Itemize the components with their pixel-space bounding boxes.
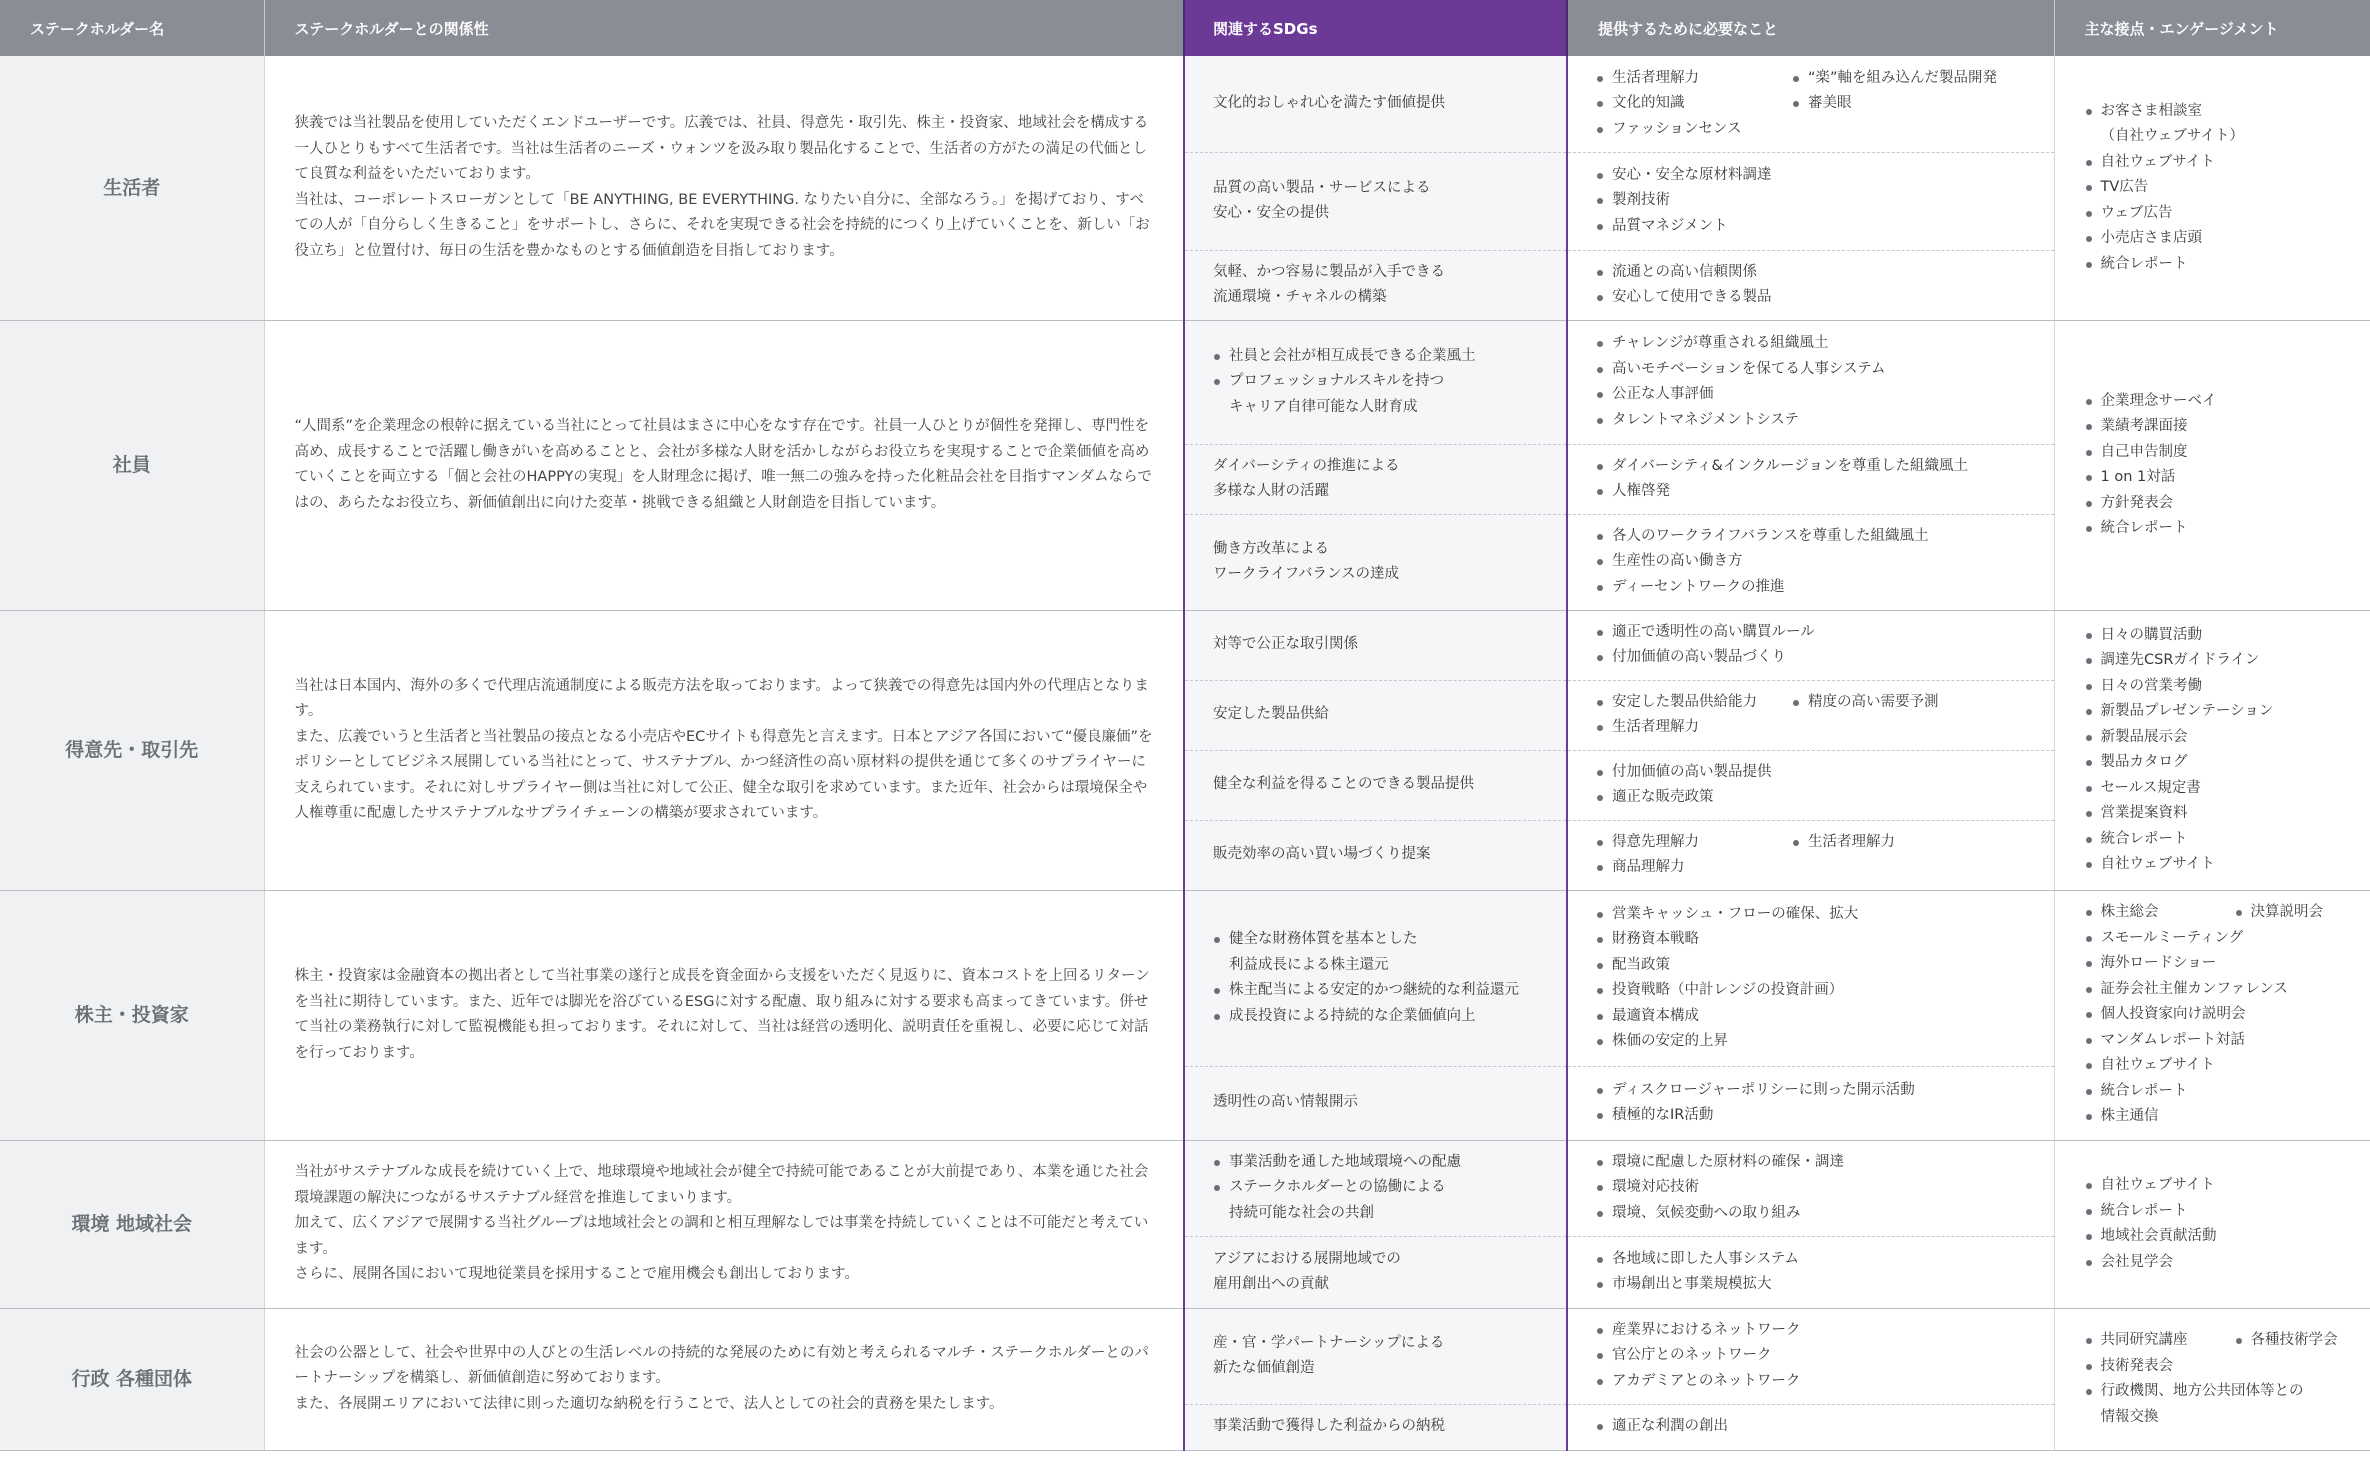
relation-cell: [264, 1308, 1184, 1450]
list-item: 統合レポート: [2085, 516, 2363, 542]
list-item: 株主通信: [2085, 1104, 2363, 1130]
needs-list: [1596, 760, 2044, 811]
list-item: 製剤技術: [1596, 188, 2044, 214]
list-item: 自社ウェブサイト: [2085, 1173, 2363, 1199]
sdg-cell: [1184, 890, 1567, 1066]
list-item: ディスクロージャーポリシーに則った開示活動: [1596, 1078, 2044, 1104]
list-item: ディーセントワークの推進: [1596, 575, 2044, 601]
list-item: 適正な利潤の創出: [1596, 1414, 2044, 1440]
engagement-list: [2085, 389, 2363, 542]
list-item: 各人のワークライフバランスを尊重した組織風土: [1596, 524, 2044, 550]
sdg-cell: [1184, 1308, 1567, 1404]
list-item: 生産性の高い働き方: [1596, 549, 2044, 575]
engagement-cell: [2054, 1308, 2370, 1450]
engagement-list: [2085, 1328, 2363, 1430]
list-item: 環境に配慮した原材料の確保・調達: [1596, 1150, 2044, 1176]
needs-list: [1596, 331, 2044, 433]
list-item: 健全な財務体質を基本とした 利益成長による株主還元: [1213, 927, 1542, 978]
list-item: 行政機関、地方公共団体等との 情報交換: [2085, 1379, 2363, 1430]
list-item: 証券会社主催カンファレンス: [2085, 977, 2363, 1003]
list-item: 社員と会社が相互成長できる企業風土: [1213, 344, 1542, 370]
engagement-list: [2085, 1173, 2363, 1275]
list-item: 積極的なIR活動: [1596, 1103, 2044, 1129]
relation-cell: [264, 320, 1184, 610]
list-item: 安定した製品供給能力: [1596, 690, 1792, 716]
list-item: セールス規定書: [2085, 776, 2363, 802]
list-item: 得意先理解力: [1596, 830, 1792, 856]
list-item: 官公庁とのネットワーク: [1596, 1343, 2044, 1369]
list-item: 自社ウェブサイト: [2085, 1053, 2363, 1079]
needs-cell: [1567, 750, 2054, 820]
engagement-cell: [2054, 610, 2370, 890]
list-item: 製品カタログ: [2085, 750, 2363, 776]
list-item: 企業理念サーベイ: [2085, 389, 2363, 415]
needs-cell: [1567, 1404, 2054, 1450]
list-item: 新製品プレゼンテーション: [2085, 699, 2363, 725]
needs-list: [1596, 260, 2044, 311]
sdg-text: ダイバーシティの推進による 多様な人財の活躍: [1213, 457, 1400, 499]
list-item: 新製品展示会: [2085, 725, 2363, 751]
stakeholder-name: 得意先・取引先: [0, 610, 264, 890]
list-item: ウェブ広告: [2085, 201, 2363, 227]
needs-cell: [1567, 890, 2054, 1066]
list-item: 文化的知識: [1596, 91, 1792, 117]
needs-cell: [1567, 610, 2054, 680]
list-item: プロフェッショナルスキルを持つ キャリア自律可能な人財育成: [1213, 369, 1542, 420]
list-item: 審美眼: [1792, 91, 2044, 117]
table-body: [0, 56, 2370, 1450]
engagement-cell: [2054, 890, 2370, 1140]
needs-list: [1596, 902, 2044, 1055]
sdg-text: 産・官・学パートナーシップによる 新たな価値創造: [1213, 1334, 1445, 1376]
list-item: TV広告: [2085, 175, 2363, 201]
sdg-list: [1213, 1150, 1542, 1227]
needs-cell: [1567, 514, 2054, 610]
relation-text: 株主・投資家は金融資本の拠出者として当社事業の遂行と成長を資金面から支援をいただく見返りに、資本コストを上回るリターンを当社に期待しています。また、近年では脚光を浴びているESGに対する配慮、取り組みに対する要求も高まってきています。併せて当社の業務執行に対して監視機能も担っております。それに対して、当社は経営の透明化、説明責任を重視し、必要に応じて対話を行っております。: [294, 968, 1150, 1061]
stakeholder-name: 社員: [0, 320, 264, 610]
relation-text: 当社は日本国内、海外の多くで代理店流通制度による販売方法を取っております。よって狭義での得意先は国内外の代理店となります。 また、広義でいうと生活者と当社製品の接点となる小売店やECサイトも得意先と言えます。日本とアジア各国において“優良廉価”をポリシーとしてビジネス展開している当社にとって、サステナブル、かつ経済性の高い原材料の提供を通じて多くのサプライヤーに支えられています。それに対しサプライヤー側は当社に対して公正、健全な取引を求めています。また近年、社会からは環境保全や人権尊重に配慮したサステナブルなサプライチェーンの構築が要求されています。: [294, 677, 1153, 821]
needs-list: [1596, 163, 2044, 240]
list-item: 決算説明会: [2235, 900, 2363, 926]
relation-text: 社会の公器として、社会や世界中の人びとの生活レベルの持続的な発展のために有効と考えられるマルチ・ステークホルダーとのパートナーシップを構築し、新価値創造に努めております。 また、各展開エリアにおいて法律に則った適切な納税を行うことで、法人としての社会的責務を果たします。: [294, 1344, 1149, 1412]
engagement-cell: [2054, 320, 2370, 610]
list-item: 成長投資による持続的な企業価値向上: [1213, 1004, 1542, 1030]
needs-cell: [1567, 56, 2054, 152]
sdg-text: 品質の高い製品・サービスによる 安心・安全の提供: [1213, 179, 1431, 221]
engagement-list: [2085, 623, 2363, 878]
table-row: [0, 56, 2370, 152]
sdg-cell: [1184, 1236, 1567, 1308]
sdg-cell: [1184, 680, 1567, 750]
list-item: ファッションセンス: [1596, 117, 1792, 143]
list-item: 事業活動を通した地域環境への配慮: [1213, 1150, 1542, 1176]
sdg-list: [1213, 344, 1542, 421]
needs-list: [1596, 1247, 2044, 1298]
needs-cell: [1567, 444, 2054, 514]
list-item: アカデミアとのネットワーク: [1596, 1369, 2044, 1395]
sdg-cell: [1184, 610, 1567, 680]
list-item: 共同研究講座: [2085, 1328, 2235, 1354]
list-item: 適正な販売政策: [1596, 785, 2044, 811]
needs-list: [1596, 1150, 2044, 1227]
list-item: 付加価値の高い製品提供: [1596, 760, 2044, 786]
header-relation: ステークホルダーとの関係性: [264, 0, 1184, 56]
list-item: お客さま相談室 （自社ウェブサイト）: [2085, 99, 2363, 150]
sdg-text: アジアにおける展開地域での 雇用創出への貢献: [1213, 1250, 1401, 1292]
relation-cell: [264, 890, 1184, 1140]
table-row: [0, 610, 2370, 680]
list-item: 営業提案資料: [2085, 801, 2363, 827]
engagement-list: [2085, 900, 2363, 1130]
relation-cell: [264, 1140, 1184, 1308]
needs-cell: [1567, 250, 2054, 320]
header-needs: 提供するために必要なこと: [1567, 0, 2054, 56]
list-item: 株主配当による安定的かつ継続的な利益還元: [1213, 978, 1542, 1004]
list-item: 生活者理解力: [1596, 715, 1792, 741]
list-item: スモールミーティング: [2085, 926, 2363, 952]
sdg-text: 安定した製品供給: [1213, 706, 1329, 723]
list-item: 財務資本戦略: [1596, 927, 2044, 953]
list-item: 日々の営業考働: [2085, 674, 2363, 700]
stakeholder-name: 株主・投資家: [0, 890, 264, 1140]
list-item: 業績考課面接: [2085, 414, 2363, 440]
list-item: ダイバーシティ&インクルージョンを尊重した組織風土: [1596, 454, 2044, 480]
header-name: ステークホルダー名: [0, 0, 264, 56]
list-item: 調達先CSRガイドライン: [2085, 648, 2363, 674]
list-item: 日々の購買活動: [2085, 623, 2363, 649]
relation-text: “人間系”を企業理念の根幹に据えている当社にとって社員はまさに中心をなす存在です。社員一人ひとりが個性を発揮し、専門性を高め、成長することで活躍し働きがいを高めることと、会社が多様な人財を活かしながらお役立ちを実現することで企業価値を高めていくことを両立する「個と会社のHAPPYの実現」を人財理念に掲げ、唯一無二の強みを持った化粧品会社を目指すマンダムならではの、あらたなお役立ち、新価値創出に向けた変革・挑戦できる組織と人財創造を目指しています。: [294, 418, 1153, 511]
needs-cell: [1567, 152, 2054, 250]
sdg-text: 健全な利益を得ることのできる製品提供: [1213, 776, 1474, 793]
needs-list: [1596, 66, 2044, 143]
list-item: 環境対応技術: [1596, 1175, 2044, 1201]
needs-list: [1596, 1078, 2044, 1129]
sdg-cell: [1184, 56, 1567, 152]
list-item: 安心して使用できる製品: [1596, 285, 2044, 311]
needs-cell: [1567, 1236, 2054, 1308]
sdg-cell: [1184, 1140, 1567, 1236]
list-item: 個人投資家向け説明会: [2085, 1002, 2363, 1028]
sdg-cell: [1184, 1404, 1567, 1450]
list-item: 公正な人事評価: [1596, 382, 2044, 408]
list-item: 自己申告制度: [2085, 440, 2363, 466]
needs-cell: [1567, 680, 2054, 750]
list-item: 適正で透明性の高い購買ルール: [1596, 620, 2044, 646]
list-item: 株価の安定的上昇: [1596, 1029, 2044, 1055]
list-item: 生活者理解力: [1596, 66, 1792, 92]
sdg-cell: [1184, 250, 1567, 320]
list-item: 流通との高い信頼関係: [1596, 260, 2044, 286]
header-sdgs: 関連するSDGs: [1184, 0, 1567, 56]
sdg-cell: [1184, 152, 1567, 250]
list-item: 安心・安全な原材料調達: [1596, 163, 2044, 189]
list-item: 高いモチベーションを保てる人事システム: [1596, 357, 2044, 383]
sdg-text: 働き方改革による ワークライフバランスの達成: [1213, 540, 1400, 582]
needs-list: [1596, 690, 2044, 741]
sdg-text: 気軽、かつ容易に製品が入手できる 流通環境・チャネルの構築: [1213, 263, 1445, 305]
list-item: 自社ウェブサイト: [2085, 150, 2363, 176]
list-item: ステークホルダーとの協働による 持続可能な社会の共創: [1213, 1175, 1542, 1226]
sdg-cell: [1184, 1066, 1567, 1140]
list-item: 海外ロードショー: [2085, 951, 2363, 977]
sdg-text: 対等で公正な取引関係: [1213, 636, 1358, 653]
list-item: 統合レポート: [2085, 252, 2363, 278]
relation-text: 狭義では当社製品を使用していただくエンドユーザーです。広義では、社員、得意先・取引先、株主・投資家、地域社会を構成する一人ひとりもすべて生活者です。当社は生活者のニーズ・ウォンツを汲み取り製品化することで、生活者の方がたの満足の代価として良質な利益をいただいております。 当社は、コーポレートスローガンとして「BE ANYTHING, BE EVERYTHING. なりたい自分に、全部なろう。」を掲げており、すべての人が「自分らしく生きること」をサポートし、さらに、それを実現できる社会を持続的につくり上げていくことを、新しい「お役立ち」と位置付け、毎日の生活を豊かなものとする価値創造を目指しております。: [294, 115, 1150, 259]
needs-cell: [1567, 1066, 2054, 1140]
list-item: 環境、気候変動への取り組み: [1596, 1201, 2044, 1227]
list-item: 小売店さま店頭: [2085, 226, 2363, 252]
needs-cell: [1567, 820, 2054, 890]
needs-list: [1596, 830, 2044, 881]
list-item: 各地域に即した人事システム: [1596, 1247, 2044, 1273]
list-item: 1 on 1対話: [2085, 465, 2363, 491]
stakeholder-name: 行政 各種団体: [0, 1308, 264, 1450]
sdg-cell: [1184, 750, 1567, 820]
list-item: 商品理解力: [1596, 855, 1792, 881]
table-row: [0, 1140, 2370, 1236]
list-item: 市場創出と事業規模拡大: [1596, 1272, 2044, 1298]
relation-cell: [264, 610, 1184, 890]
table-row: [0, 320, 2370, 444]
list-item: 精度の高い需要予測: [1792, 690, 2044, 716]
needs-cell: [1567, 320, 2054, 444]
list-item: “楽”軸を組み込んだ製品開発: [1792, 66, 2044, 92]
engagement-cell: [2054, 1140, 2370, 1308]
list-item: 品質マネジメント: [1596, 214, 2044, 240]
list-item: マンダムレポート対話: [2085, 1028, 2363, 1054]
sdg-cell: [1184, 444, 1567, 514]
list-item: 統合レポート: [2085, 1199, 2363, 1225]
list-item: 地域社会貢献活動: [2085, 1224, 2363, 1250]
list-item: 統合レポート: [2085, 1079, 2363, 1105]
table-row: [0, 1308, 2370, 1404]
list-item: 株主総会: [2085, 900, 2235, 926]
list-item: タレントマネジメントシステ: [1596, 408, 2044, 434]
needs-list: [1596, 620, 2044, 671]
list-item: 各種技術学会: [2235, 1328, 2363, 1354]
table-row: [0, 890, 2370, 1066]
sdg-cell: [1184, 320, 1567, 444]
list-item: 自社ウェブサイト: [2085, 852, 2363, 878]
engagement-cell: [2054, 56, 2370, 320]
sdg-text: 事業活動で獲得した利益からの納税: [1213, 1418, 1445, 1435]
list-item: チャレンジが尊重される組織風土: [1596, 331, 2044, 357]
needs-list: [1596, 1414, 2044, 1440]
list-item: 最適資本構成: [1596, 1004, 2044, 1030]
needs-list: [1596, 524, 2044, 601]
header-engagement: 主な接点・エンゲージメント: [2054, 0, 2370, 56]
list-item: 配当政策: [1596, 953, 2044, 979]
stakeholder-name: 環境 地域社会: [0, 1140, 264, 1308]
list-item: 統合レポート: [2085, 827, 2363, 853]
sdg-text: 文化的おしゃれ心を満たす価値提供: [1213, 95, 1445, 111]
list-item: 人権啓発: [1596, 479, 2044, 505]
list-item: 生活者理解力: [1792, 830, 2044, 856]
list-item: 投資戦略（中計レンジの投資計画）: [1596, 978, 2044, 1004]
list-item: 産業界におけるネットワーク: [1596, 1318, 2044, 1344]
list-item: 付加価値の高い製品づくり: [1596, 645, 2044, 671]
sdg-list: [1213, 927, 1542, 1029]
relation-text: 当社がサステナブルな成長を続けていく上で、地球環境や地域社会が健全で持続可能であることが大前提であり、本業を通じた社会環境課題の解決につながるサステナブル経営を推進してまいります。 加えて、広くアジアで展開する当社グループは地域社会との調和と相互理解なしでは事業を持続していくことは不可能だと考えています。 さらに、展開各国において現地従業員を採用することで雇用機会も創出しております。: [294, 1164, 1149, 1283]
list-item: 方針発表会: [2085, 491, 2363, 517]
needs-cell: [1567, 1308, 2054, 1404]
stakeholder-name: 生活者: [0, 56, 264, 320]
list-item: 会社見学会: [2085, 1250, 2363, 1276]
sdg-cell: [1184, 514, 1567, 610]
list-item: 営業キャッシュ・フローの確保、拡大: [1596, 902, 2044, 928]
sdg-cell: [1184, 820, 1567, 890]
needs-cell: [1567, 1140, 2054, 1236]
engagement-list: [2085, 99, 2363, 278]
sdg-text: 透明性の高い情報開示: [1213, 1094, 1358, 1111]
list-item: 技術発表会: [2085, 1354, 2363, 1380]
needs-list: [1596, 1318, 2044, 1395]
sdg-text: 販売効率の高い買い場づくり提案: [1213, 846, 1431, 863]
relation-cell: [264, 56, 1184, 320]
needs-list: [1596, 454, 2044, 505]
header-row: [0, 0, 2370, 56]
